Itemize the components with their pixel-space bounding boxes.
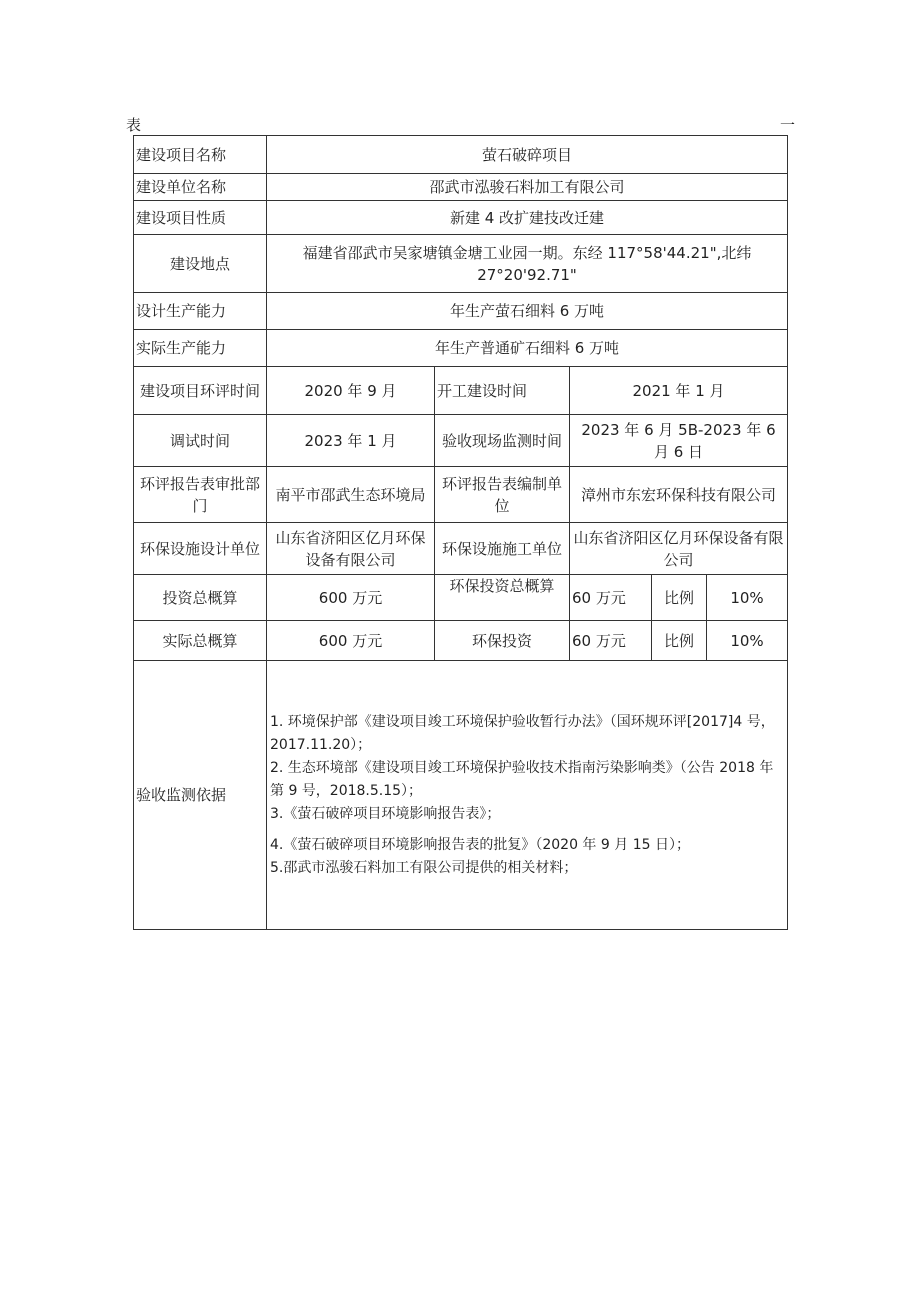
investment-label: 投资总概算	[134, 575, 267, 621]
project-name-value: 萤石破碎项目	[267, 136, 788, 174]
caption-right: 一	[780, 116, 796, 134]
project-info-table	[133, 135, 788, 930]
company-value: 邵武市泓骏石料加工有限公司	[267, 174, 788, 201]
monitoring-time-value: 2023 年 6 月 5B-2023 年 6 月 6 日	[570, 415, 788, 467]
company-label: 建设单位名称	[134, 174, 267, 201]
basis-item: 5.邵武市泓骏石料加工有限公司提供的相关材料；	[270, 859, 578, 876]
actual-capacity-value: 年生产普通矿石细料 6 万吨	[267, 330, 788, 367]
basis-label: 验收监测依据	[134, 661, 267, 930]
facility-design-label: 环保设施设计单位	[134, 523, 267, 575]
facility-design-value: 山东省济阳区亿月环保设备有限公司	[267, 523, 435, 575]
basis-list	[267, 661, 788, 930]
basis-item: 2. 生态环境部《建设项目竣工环境保护验收技术指南污染影响类》（公告 2018 年第 9 号，2018.5.15）；	[270, 759, 774, 799]
basis-item: 1. 环境保护部《建设项目竣工环境保护验收暂行办法》（国环规环评[2017]4 号，2017.11.20）；	[270, 713, 775, 753]
location-value: 福建省邵武市吴家塘镇金塘工业园一期。东经 117°58'44.21",北纬 27°20'92.71"	[267, 235, 788, 293]
ratio-label: 比例	[652, 575, 707, 621]
ratio-value: 10%	[707, 575, 788, 621]
eia-time-label: 建设项目环评时间	[134, 367, 267, 415]
table-row	[134, 235, 788, 293]
construction-start-value: 2021 年 1 月	[570, 367, 788, 415]
debug-time-label: 调试时间	[134, 415, 267, 467]
table-row	[134, 523, 788, 575]
table-row	[134, 621, 788, 661]
actual-investment-value: 600 万元	[267, 621, 435, 661]
basis-item: 4.《萤石破碎项目环境影响报告表的批复》（2020 年 9 月 15 日）；	[270, 836, 690, 853]
report-compiler-label: 环评报告表编制单位	[435, 467, 570, 523]
table-row	[134, 330, 788, 367]
env-investment-label: 环保投资总概算	[435, 575, 570, 621]
approval-dept-label: 环评报告表审批部门	[134, 467, 267, 523]
design-capacity-label: 设计生产能力	[134, 293, 267, 330]
nature-label: 建设项目性质	[134, 201, 267, 235]
table-row	[134, 415, 788, 467]
report-compiler-value: 漳州市东宏环保科技有限公司	[570, 467, 788, 523]
table-row	[134, 136, 788, 174]
facility-construction-label: 环保设施施工单位	[435, 523, 570, 575]
monitoring-time-label: 验收现场监测时间	[435, 415, 570, 467]
actual-capacity-label: 实际生产能力	[134, 330, 267, 367]
basis-item: 3.《萤石破碎项目环境影响报告表》；	[270, 805, 501, 822]
actual-ratio-label: 比例	[652, 621, 707, 661]
actual-env-investment-label: 环保投资	[435, 621, 570, 661]
eia-time-value: 2020 年 9 月	[267, 367, 435, 415]
construction-start-label: 开工建设时间	[435, 367, 570, 415]
debug-time-value: 2023 年 1 月	[267, 415, 435, 467]
location-label: 建设地点	[134, 235, 267, 293]
nature-value: 新建 4 改扩建技改迁建	[267, 201, 788, 235]
table-row	[134, 201, 788, 235]
table-row	[134, 467, 788, 523]
investment-value: 600 万元	[267, 575, 435, 621]
actual-ratio-value: 10%	[707, 621, 788, 661]
facility-construction-value: 山东省济阳区亿月环保设备有限公司	[570, 523, 788, 575]
table-row	[134, 575, 788, 621]
table-row	[134, 661, 788, 930]
caption-left: 表	[126, 116, 142, 134]
table-row	[134, 367, 788, 415]
table-row	[134, 293, 788, 330]
table-row	[134, 174, 788, 201]
design-capacity-value: 年生产萤石细料 6 万吨	[267, 293, 788, 330]
actual-investment-label: 实际总概算	[134, 621, 267, 661]
project-name-label: 建设项目名称	[134, 136, 267, 174]
env-investment-value: 60 万元	[570, 575, 652, 621]
approval-dept-value: 南平市邵武生态环境局	[267, 467, 435, 523]
actual-env-investment-value: 60 万元	[570, 621, 652, 661]
